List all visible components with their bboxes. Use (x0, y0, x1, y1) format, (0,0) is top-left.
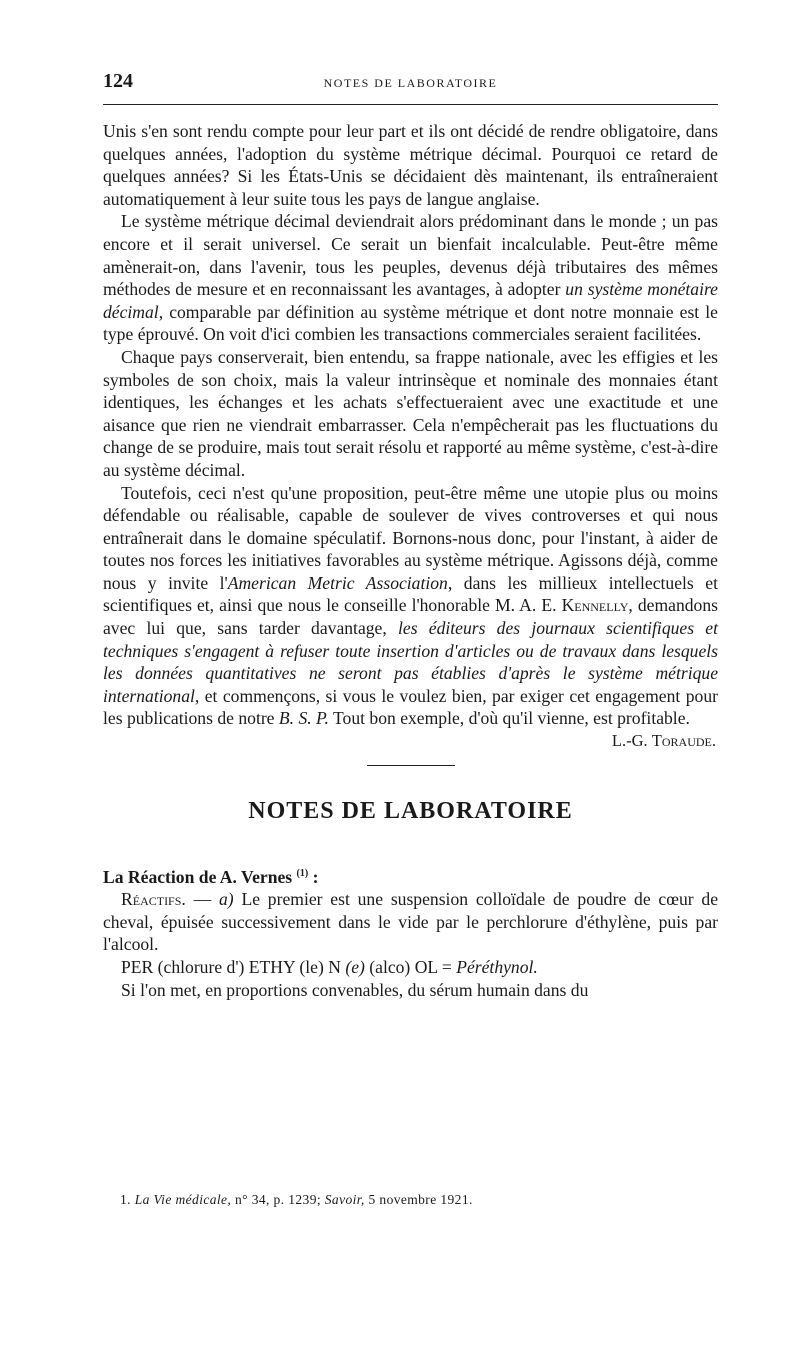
paragraph-3-text: Chaque pays conserverait, bien entendu, sa frappe nationale, avec les effigies et les symboles de son choix, mais la valeur intrinsèque et nominale des monnaies étant identiques, les échanges et les achats s'effectueraient avec une exactitude et une aisance que rien ne viendrait embarrasser. Cela n'empêcherait pas les fluctuations du change de se produire, mais tout serait résolu et rapporté au même système, c'est-à-dire au système décimal. (103, 346, 718, 480)
footnote-source: Savoir, (324, 1192, 365, 1207)
paragraph-4-italic-quote: les éditeurs des journaux scientifiques et techniques s'engagent à refuser toute insertion d'articles ou de travaux dans lesquels les données quantitatives ne seront pas établies d'après le système métrique international (103, 618, 718, 706)
reactifs-text: Le premier est une suspension colloïdale de poudre de cœur de cheval, épuisée successivement dans le vide par le perchlorure d'éthylène, puis par l'alcool. (103, 889, 719, 955)
running-title: NOTES DE LABORATOIRE (323, 76, 498, 90)
article-title-colon: : (308, 866, 319, 887)
footnote-journal: La Vie médicale, (134, 1192, 232, 1207)
paragraph-4-text-b: , dans les millieux intellectuels et scientifiques et, ainsi que nous le conseille l'honorable M. A. E. (103, 572, 718, 616)
paragraph-4-text-a: Toutefois, ceci n'est qu'une proposition, peut-être même une utopie plus ou moins défendable ou réalisable, capable de soulever de vives controverses et qui nous entraînerait dans le domaine spéculatif. Bornons-nous donc, pour l'instant, à aider de toutes nos forces les initiatives favorables au système métrique. Agissons déjà, comme nous y invite l' (103, 482, 718, 593)
paragraph-4-text-e: Tout bon exemple, d'où qu'il vienne, est profitable. (328, 708, 690, 729)
paragraph-4-text-c: , demandons avec lui que, sans tarder davantage, (103, 595, 718, 639)
signature-name: Toraude. (651, 731, 716, 751)
paragraph-2-text-b: , comparable par définition au système métrique et dont notre monnaie est le type éprouvé. On voit d'ici combien les transactions commerciales seraient facilitées. (103, 301, 718, 345)
paragraph-2-italic: un système monétaire décimal (103, 279, 718, 322)
footnote-date: 5 novembre 1921. (364, 1192, 473, 1207)
section-title: NOTES DE LABORATOIRE (248, 797, 573, 824)
end-rule (367, 765, 455, 766)
perethynol-e: (e) (345, 957, 365, 977)
page-header (103, 70, 718, 100)
paragraph-4 (103, 482, 718, 731)
perethynol-tail: (alco) OL = (364, 957, 457, 977)
footnote-number: 1. (120, 1192, 135, 1207)
signature-initials: L.-G. (611, 731, 652, 751)
article-title-text: La Réaction de A. Vernes (103, 866, 297, 887)
last-paragraph (103, 979, 718, 1002)
paragraph-1-text: Unis s'en sont rendu compte pour leur part et ils ont décidé de rendre obligatoire, dans quelques années, l'adoption du système métrique décimal. Pourquoi ce retard de quelques années? Si les États-Unis se décidaient dès maintenant, ils entraîneraient automatiquement à leur suite tous les pays de langue anglaise. (103, 121, 718, 209)
paragraph-3 (103, 346, 718, 482)
page-number: 124 (103, 70, 133, 92)
footnote (120, 1192, 720, 1208)
paragraph-2-text-a: Le système métrique décimal deviendrait alors prédominant dans le monde ; un pas encore et il serait universel. Ce serait un bienfait incalculable. Peut-être même amènerait-on, dans l'avenir, tous les peuples, devenus déjà tributaires des mêmes méthodes de mesure et en reconnaissant les avantages, à adopter (103, 211, 718, 300)
paragraph-4-italic-association: American Metric Association (227, 572, 448, 593)
perethynol-text: PER (chlorure d') ETHY (le) N (121, 957, 346, 977)
reactifs-item: a) (219, 889, 234, 910)
reactifs-label: Réactifs. (121, 889, 186, 910)
footnote-ref: n° 34, p. 1239; (231, 1192, 325, 1207)
paragraph-1 (103, 120, 718, 210)
last-line: Si l'on met, en proportions convenables, du sérum humain dans du (121, 979, 589, 1000)
paragraph-4-italic-bsp: B. S. P. (278, 708, 329, 729)
perethynol-name: Péréthynol. (456, 957, 538, 977)
signature (103, 730, 718, 753)
body-text (103, 120, 718, 1001)
paragraph-4-name: Kennelly (561, 595, 629, 616)
article-title (103, 866, 718, 889)
perethynol-paragraph (103, 956, 718, 979)
paragraph-2 (103, 210, 718, 346)
header-rule (103, 104, 718, 105)
reactifs-dash: — (185, 889, 219, 910)
reactifs-paragraph (103, 888, 718, 956)
article-title-footnote-ref: (1) (296, 867, 309, 879)
paragraph-4-text-d: , et commençons, si vous le voulez bien, par exiger cet engagement pour les publications de notre (103, 685, 718, 729)
